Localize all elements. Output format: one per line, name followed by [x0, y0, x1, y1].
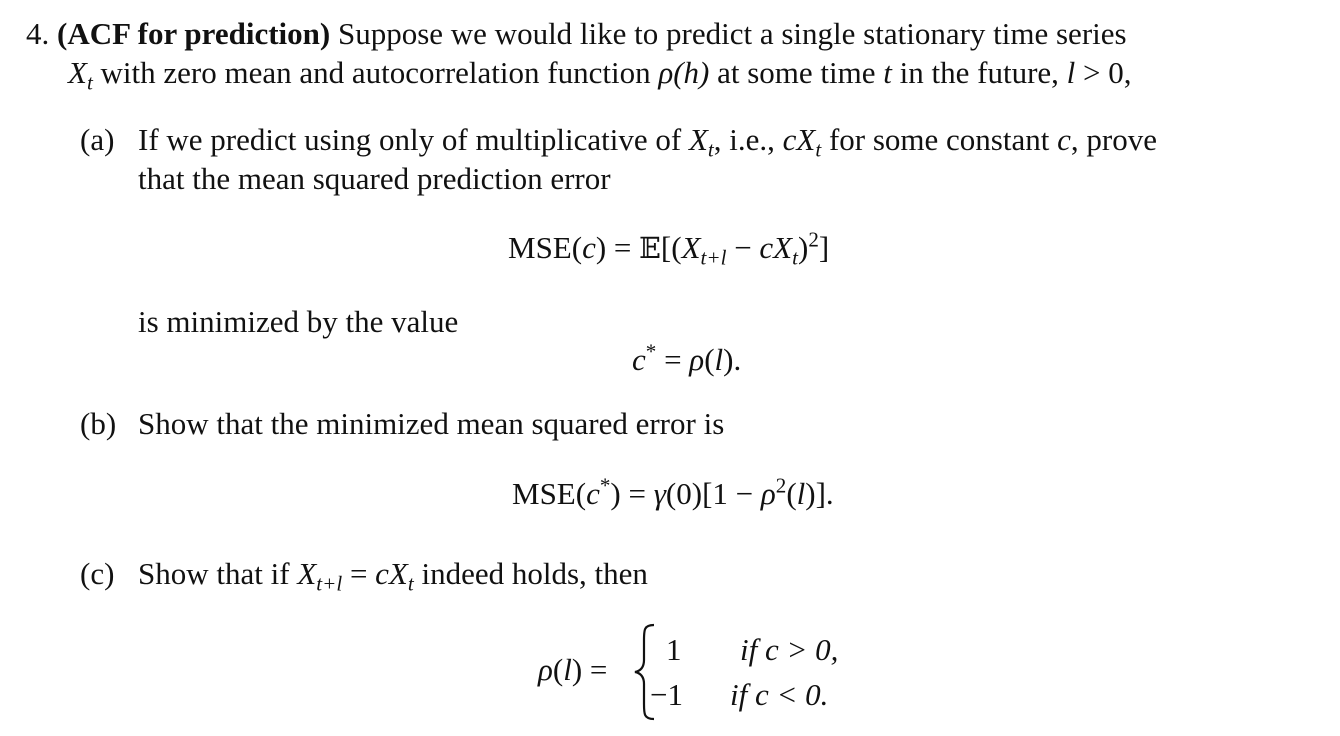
part-c-label: (c)	[80, 556, 115, 591]
problem-header	[26, 14, 1127, 54]
problem-title: (ACF for prediction)	[57, 16, 331, 51]
part-a-label: (a)	[80, 122, 115, 157]
problem-intro-line-2: $X_t$ with zero mean and autocorrelation function ρ(h) at some time t in the future, l > 0,	[68, 55, 1132, 95]
case-1-value: 1	[666, 632, 682, 667]
case-2-value: −1	[650, 677, 683, 712]
case-1-condition: if c > 0,	[740, 632, 839, 667]
part-c-line: (c) Show that if $X_{t+l} = cX_t$ indeed holds, then	[80, 556, 648, 596]
equation-mse-c-star: $MSE(c^*) = \gamma(0)[1 - \rho^2(l)]$.	[512, 473, 834, 511]
equation-rho-l: ρ(l) =	[538, 652, 608, 687]
problem-number: 4.	[26, 16, 50, 51]
part-b-line: (b) Show that the minimized mean squared error is	[80, 404, 724, 444]
equation-mse-c: $MSE(c) = 𝔼[(X_{t+l} - cX_t)^2]$	[508, 227, 830, 270]
math-x-t: $X_t$	[68, 55, 93, 95]
part-a-after: is minimized by the value	[138, 304, 459, 339]
part-a-line-2: that the mean squared prediction error	[138, 161, 611, 196]
part-b-label: (b)	[80, 406, 117, 441]
problem-intro-1: Suppose we would like to predict a single stationary time series	[330, 16, 1127, 51]
equation-c-star: c* = ρ(l).	[632, 339, 742, 377]
case-2-condition: if c < 0.	[730, 677, 829, 712]
part-a-line-1: (a) If we predict using only of multiplicative of $X_t$, i.e., $cX_t$ for some constant c, prove	[80, 122, 1157, 162]
math-rho-h: ρ(h)	[658, 55, 710, 90]
